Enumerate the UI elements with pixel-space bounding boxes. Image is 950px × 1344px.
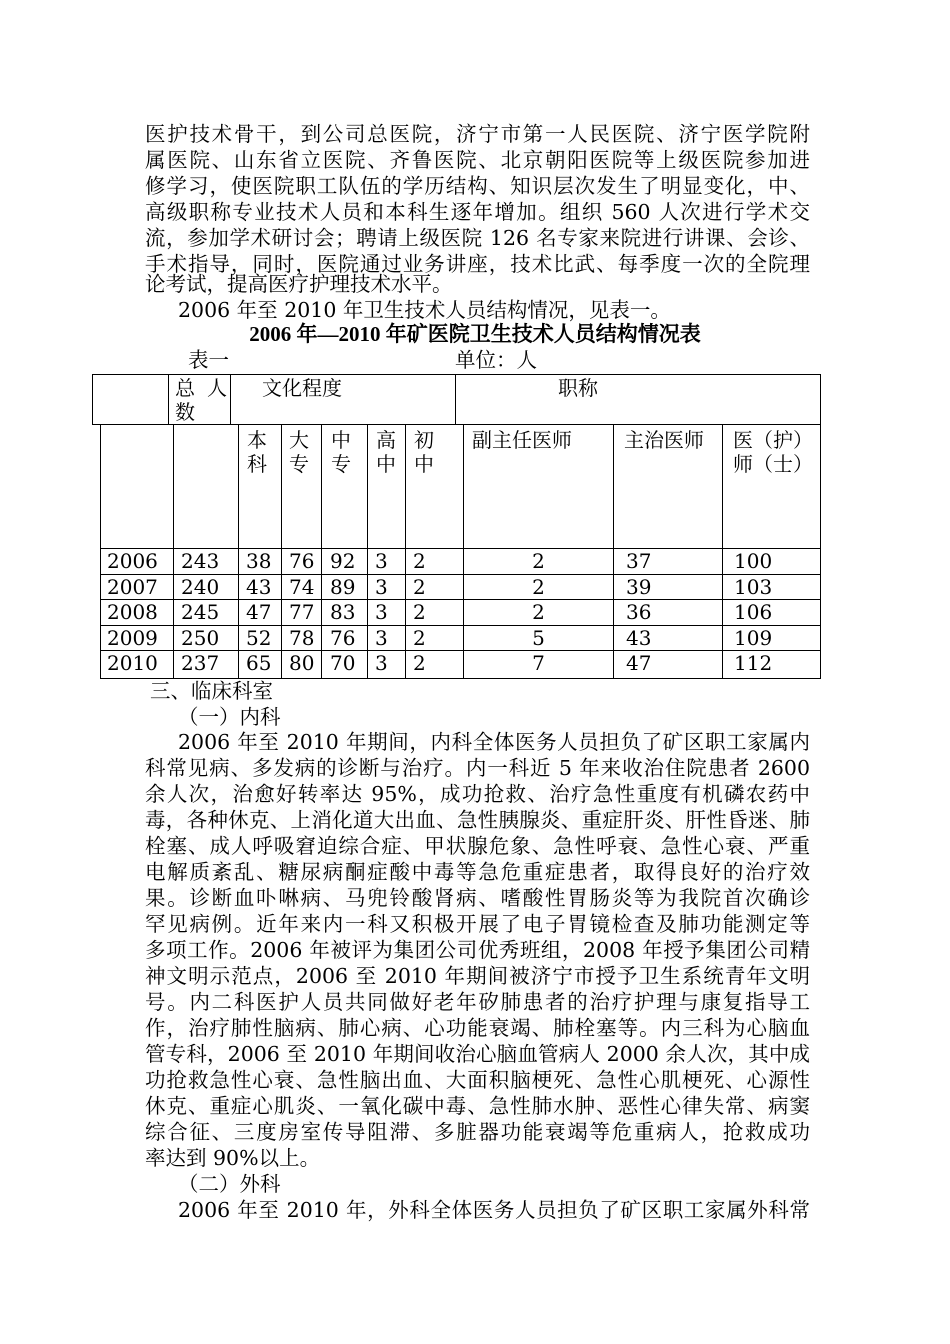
table-cell: 3 bbox=[375, 600, 388, 624]
header-total: 总人数 bbox=[175, 376, 227, 424]
table-cell: 70 bbox=[330, 651, 356, 675]
paragraph-line: 2006 年至 2010 年，外科全体医务人员担负了矿区职工家属外科常 bbox=[178, 1198, 810, 1222]
table-cell: 2 bbox=[413, 600, 426, 624]
table-cell: 112 bbox=[734, 651, 773, 675]
header-title-col: 医（护）师（士） bbox=[733, 428, 813, 476]
table-cell: 77 bbox=[289, 600, 315, 624]
table-cell: 3 bbox=[375, 626, 388, 650]
header-edu-col: 初中 bbox=[414, 428, 434, 476]
table-cell: 2 bbox=[413, 549, 426, 573]
table-cell: 2 bbox=[532, 600, 545, 624]
table-cell: 37 bbox=[626, 549, 652, 573]
table-cell: 92 bbox=[330, 549, 356, 573]
table-cell-year: 2008 bbox=[107, 600, 158, 624]
table-cell: 3 bbox=[375, 575, 388, 599]
table-cell: 2 bbox=[413, 626, 426, 650]
table-cell: 43 bbox=[246, 575, 272, 599]
paragraph-line: 医护技术骨干，到公司总医院，济宁市第一人民医院、济宁医学院附 bbox=[145, 122, 810, 146]
paragraph-line: 余人次，治愈好转率达 95%，成功抢救、治疗急性重度有机磷农药中 bbox=[145, 782, 810, 806]
table-cell: 89 bbox=[330, 575, 356, 599]
header-edu-col: 中专 bbox=[331, 428, 351, 476]
table-cell: 240 bbox=[181, 575, 220, 599]
table-cell: 7 bbox=[532, 651, 545, 675]
paragraph-line: 高级职称专业技术人员和本科生逐年增加。组织 560 人次进行学术交 bbox=[145, 200, 810, 224]
header-title-col: 副主任医师 bbox=[472, 428, 572, 452]
paragraph-line: 管专科，2006 至 2010 年期间收治心脑血管病人 2000 余人次，其中成 bbox=[145, 1042, 810, 1066]
table-cell: 80 bbox=[289, 651, 315, 675]
table-cell: 109 bbox=[734, 626, 773, 650]
table-cell: 250 bbox=[181, 626, 220, 650]
subsection-heading: （一）内科 bbox=[178, 705, 281, 729]
table-cell-year: 2007 bbox=[107, 575, 158, 599]
paragraph-line: 属医院、山东省立医院、齐鲁医院、北京朝阳医院等上级医院参加进 bbox=[145, 148, 810, 172]
table-cell: 65 bbox=[246, 651, 272, 675]
table-cell: 74 bbox=[289, 575, 315, 599]
paragraph-line: 2006 年至 2010 年卫生技术人员结构情况，见表一。 bbox=[178, 298, 671, 322]
subsection-heading: （二）外科 bbox=[178, 1172, 281, 1196]
paragraph-line: 栓塞、成人呼吸窘迫综合症、甲状腺危象、急性呼衰、急性心衰、严重 bbox=[145, 834, 810, 858]
table-cell: 100 bbox=[734, 549, 773, 573]
paragraph-line: 综合征、三度房室传导阻滞、多脏器功能衰竭等危重病人，抢救成功 bbox=[145, 1120, 810, 1144]
table-cell: 3 bbox=[375, 549, 388, 573]
table-unit: 单位：人 bbox=[455, 348, 537, 372]
paragraph-line: 神文明示范点，2006 至 2010 年期间被济宁市授予卫生系统青年文明 bbox=[145, 964, 810, 988]
paragraph-line: 论考试，提高医疗护理技术水平。 bbox=[145, 272, 453, 296]
header-title: 职称 bbox=[558, 376, 598, 400]
table-title: 2006 年—2010 年矿医院卫生技术人员结构情况表 bbox=[249, 322, 701, 346]
section-heading: 三、临床科室 bbox=[150, 679, 273, 703]
header-edu-col: 本科 bbox=[247, 428, 267, 476]
table-cell-year: 2006 bbox=[107, 549, 158, 573]
paragraph-line: 科常见病、多发病的诊断与治疗。内一科近 5 年来收治住院患者 2600 bbox=[145, 756, 810, 780]
table-cell: 47 bbox=[626, 651, 652, 675]
header-education: 文化程度 bbox=[262, 376, 342, 400]
table-cell: 47 bbox=[246, 600, 272, 624]
paragraph-line: 号。内二科医护人员共同做好老年矽肺患者的治疗护理与康复指导工 bbox=[145, 990, 810, 1014]
header-edu-col: 大专 bbox=[289, 428, 309, 476]
table-cell: 2 bbox=[532, 549, 545, 573]
table-cell: 245 bbox=[181, 600, 220, 624]
paragraph-line: 手术指导，同时，医院通过业务讲座，技术比武、每季度一次的全院理 bbox=[145, 252, 810, 276]
table-cell: 78 bbox=[289, 626, 315, 650]
table-cell: 5 bbox=[532, 626, 545, 650]
table-cell: 52 bbox=[246, 626, 272, 650]
table-cell: 43 bbox=[626, 626, 652, 650]
table-cell: 83 bbox=[330, 600, 356, 624]
paragraph-line: 多项工作。2006 年被评为集团公司优秀班组，2008 年授予集团公司精 bbox=[145, 938, 810, 962]
paragraph-line: 毒，各种休克、上消化道大出血、急性胰腺炎、重症肝炎、肝性昏迷、肺 bbox=[145, 808, 810, 832]
header-title-col: 主治医师 bbox=[624, 428, 704, 452]
table-cell: 36 bbox=[626, 600, 652, 624]
paragraph-line: 功抢救急性心衰、急性脑出血、大面积脑梗死、急性心肌梗死、心源性 bbox=[145, 1068, 810, 1092]
paragraph-line: 流，参加学术研讨会；聘请上级医院 126 名专家来院进行讲课、会诊、 bbox=[145, 226, 810, 250]
table-cell: 2 bbox=[413, 575, 426, 599]
paragraph-line: 作，治疗肺性脑病、肺心病、心功能衰竭、肺栓塞等。内三科为心脑血 bbox=[145, 1016, 810, 1040]
table-cell: 243 bbox=[181, 549, 220, 573]
table-cell: 76 bbox=[330, 626, 356, 650]
paragraph-line: 2006 年至 2010 年期间，内科全体医务人员担负了矿区职工家属内 bbox=[178, 730, 810, 754]
paragraph-line: 休克、重症心肌炎、一氧化碳中毒、急性肺水肿、恶性心律失常、病窦 bbox=[145, 1094, 810, 1118]
table-cell-year: 2009 bbox=[107, 626, 158, 650]
table-cell: 2 bbox=[532, 575, 545, 599]
paragraph-line: 罕见病例。近年来内一科又积极开展了电子胃镜检查及肺功能测定等 bbox=[145, 912, 810, 936]
table-cell: 3 bbox=[375, 651, 388, 675]
table-cell: 39 bbox=[626, 575, 652, 599]
table-cell: 237 bbox=[181, 651, 220, 675]
paragraph-line: 率达到 90%以上。 bbox=[145, 1146, 321, 1170]
table-cell: 76 bbox=[289, 549, 315, 573]
header-edu-col: 高中 bbox=[376, 428, 396, 476]
table-cell: 103 bbox=[734, 575, 773, 599]
paragraph-line: 修学习，使医院职工队伍的学历结构、知识层次发生了明显变化，中、 bbox=[145, 174, 810, 198]
table-cell: 2 bbox=[413, 651, 426, 675]
table-label: 表一 bbox=[188, 348, 229, 372]
paragraph-line: 果。诊断血卟啉病、马兜铃酸肾病、嗜酸性胃肠炎等为我院首次确诊 bbox=[145, 886, 810, 910]
paragraph-line: 电解质紊乱、糖尿病酮症酸中毒等急危重症患者，取得良好的治疗效 bbox=[145, 860, 810, 884]
table-cell: 106 bbox=[734, 600, 773, 624]
table-cell-year: 2010 bbox=[107, 651, 158, 675]
table-cell: 38 bbox=[246, 549, 272, 573]
